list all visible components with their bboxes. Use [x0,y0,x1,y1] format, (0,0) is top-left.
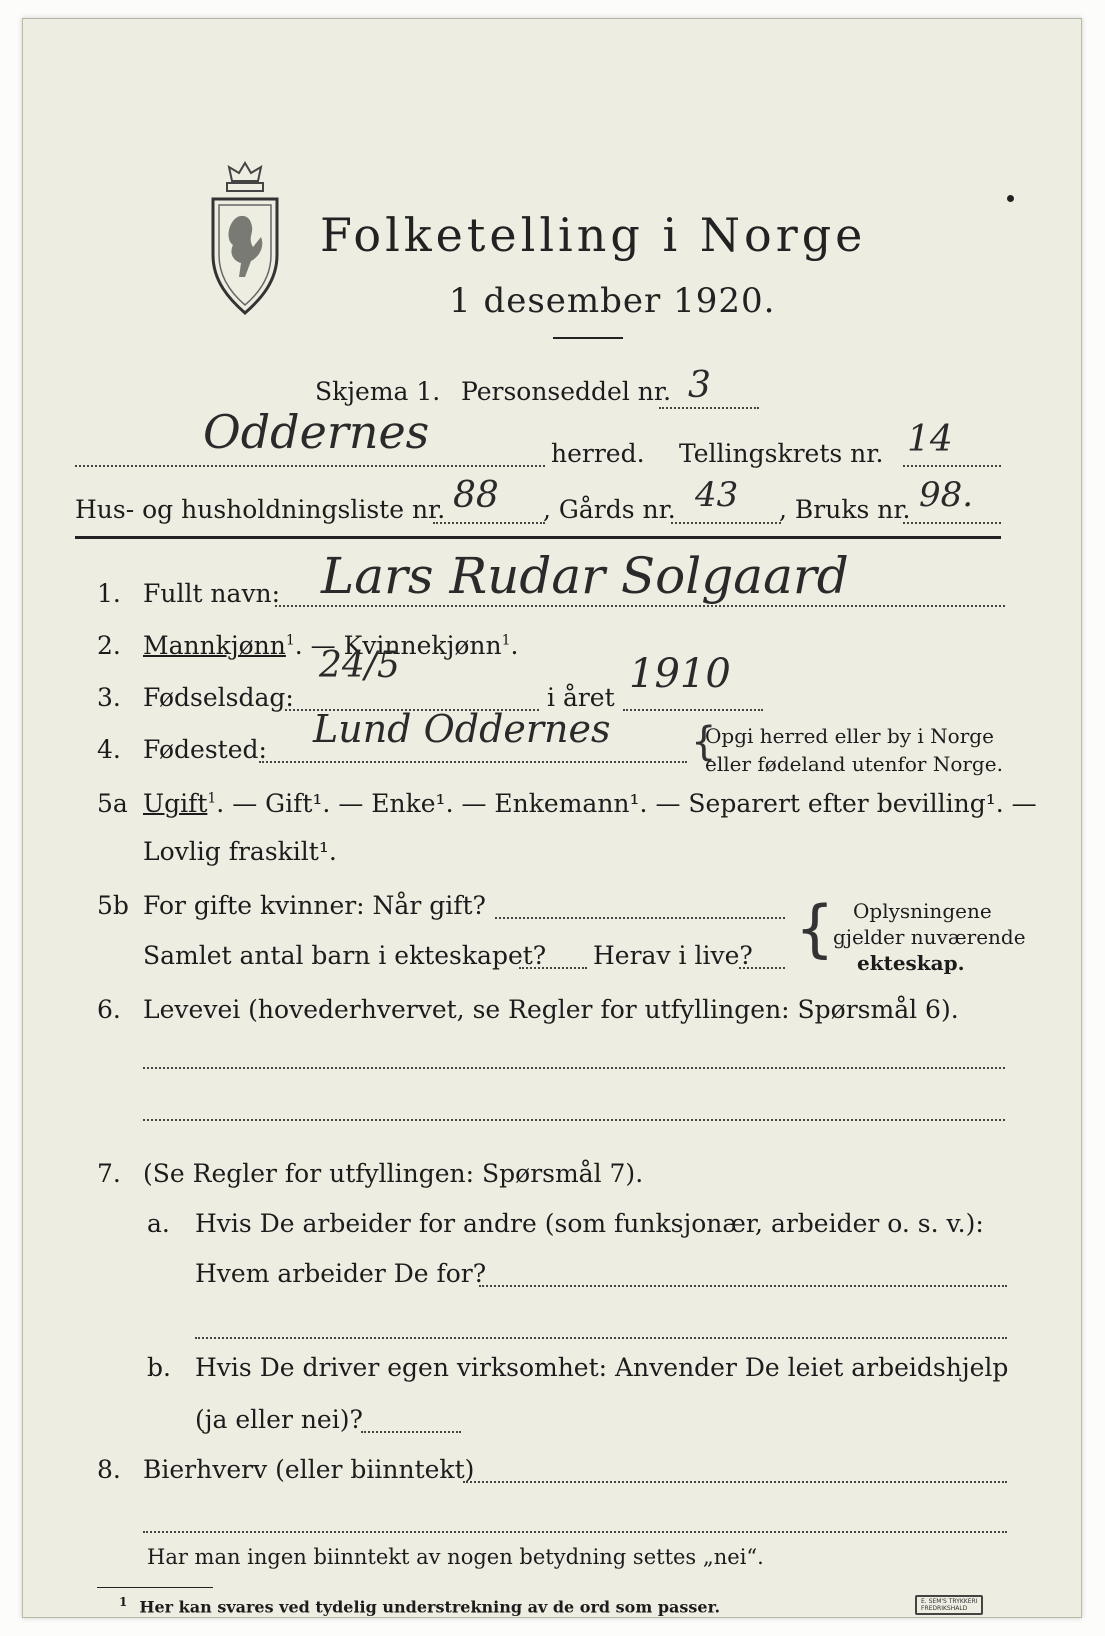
personseddel-label: Personseddel nr. [461,377,672,406]
q2-option-male: Mannkjønn [143,631,286,660]
q3-year-line [623,709,763,711]
tellingskrets-line [903,465,1001,467]
husholdningsliste-label: Hus- og husholdningsliste nr. [75,495,446,524]
q7b-letter: b. [147,1353,171,1382]
q7b-question: Hvis De driver egen virksomhet: Anvender De leiet arbeidshjelp [195,1353,1009,1382]
q6-number: 6. [97,995,121,1024]
q4-value: Lund Oddernes [313,707,611,751]
q3-number: 3. [97,683,121,712]
coat-of-arms-icon [199,159,291,319]
q5a-option-fraskilt: Lovlig fraskilt¹. [143,837,337,866]
q6-label: Levevei (hovederhvervet, se Regler for utfyllingen: Spørsmål 6). [143,995,959,1024]
footnote-underline [119,1595,720,1616]
q4-note-line2: eller fødeland utenfor Norge. [705,752,1003,776]
q7a-letter: a. [147,1209,170,1238]
q5b-number: 5b [97,891,129,920]
q5b-alive-line [739,967,785,969]
q5b-married-line [495,917,785,919]
tellingskrets-label: Tellingskrets nr. [679,439,884,468]
q5a-option-ugift: Ugift [143,789,208,818]
footnote-nei: Har man ingen biinntekt av nogen betydning settes „nei“. [147,1545,764,1569]
personseddel-value: 3 [688,365,711,406]
q3-year-value: 1910 [629,651,731,697]
q5b-alive-label: Herav i live? [593,941,753,970]
q5b-note-line1: Oplysningene [853,899,992,923]
q1-line [275,605,1005,607]
q7a-employer-label: Hvem arbeider De for? [195,1259,487,1288]
q6-line-2 [143,1119,1005,1121]
tellingskrets-value: 14 [907,419,953,460]
gards-label: , Gårds nr. [543,495,676,524]
q7-label: (Se Regler for utfyllingen: Spørsmål 7). [143,1159,644,1188]
footnote-marker: 1 [119,1595,128,1609]
ink-dot [1007,195,1014,202]
schema-label: Skjema 1. [315,377,441,406]
q5b-note-line3: ekteskap. [857,951,965,975]
herred-value: Oddernes [203,405,430,459]
title-divider [553,337,623,339]
q4-label: Fødested: [143,735,267,764]
printer-stamp-line1: E. SEM'S TRYKKERI [921,1598,978,1605]
q1-number: 1. [97,579,121,608]
bruks-line [903,522,1001,524]
q2-option-female: Kvinnekjønn [343,631,502,660]
q6-line-1 [143,1067,1005,1069]
q5a-other-options: . — Gift¹. — Enke¹. — Enkemann¹. — Separert efter bevilling¹. — [216,789,1037,818]
q8-line-2 [143,1531,1007,1533]
q2-number: 2. [97,631,121,660]
q7-number: 7. [97,1159,121,1188]
herred-label: herred. [551,439,645,468]
q7b-answer-line [361,1431,461,1433]
personseddel-line [659,407,759,409]
census-form [22,18,1082,1618]
q3-date-value: 24/5 [319,645,400,686]
q4-bracket: { [691,719,717,765]
q7a-line-2 [195,1337,1007,1339]
herred-line [75,465,545,467]
gards-value: 43 [695,475,739,515]
printer-stamp [915,1595,983,1615]
form-title: Folketelling i Norge [320,208,867,262]
hus-value: 88 [453,475,499,516]
hus-line [433,522,545,524]
footnote-rule [97,1587,213,1588]
q5a-number: 5a [97,789,128,818]
census-date: 1 desember 1920. [449,281,776,321]
q4-number: 4. [97,735,121,764]
q3-year-label: i året [547,683,615,712]
q4-note-line1: Opgi herred eller by i Norge [705,724,994,748]
q5a-options: Ugift$^1$. — Gift¹. — Enke¹. — Enkemann¹. — Separert efter bevilling¹. — [143,789,1037,818]
footnote-text: Her kan svares ved tydelig understrekning av de ord som passer. [139,1597,721,1617]
q7b-answer-label: (ja eller nei)? [195,1405,363,1434]
q5b-note-line2: gjelder nuværende [833,925,1026,949]
q5b-label: For gifte kvinner: Når gift? [143,891,486,920]
q1-value: Lars Rudar Solgaard [321,547,849,605]
q4-line [259,761,687,763]
header-rule [75,536,1001,539]
q1-label: Fullt navn: [143,579,281,608]
gards-line [671,522,781,524]
bruks-value: 98. [919,475,974,515]
q8-number: 8. [97,1455,121,1484]
q5b-children-label: Samlet antal barn i ekteskapet? [143,941,547,970]
printer-stamp-line2: FREDRIKSHALD [921,1605,968,1612]
q8-line-1 [463,1481,1007,1483]
q5b-bracket: { [795,892,835,965]
q2-options: Mannkjønn$^1$. — Kvinnekjønn$^1$. [143,631,519,660]
q5b-children-line [519,967,587,969]
q8-label: Bierhverv (eller biinntekt) [143,1455,475,1484]
q7a-employer-line [479,1285,1007,1287]
bruks-label: , Bruks nr. [779,495,911,524]
q3-label: Fødselsdag: [143,683,294,712]
q7a-question: Hvis De arbeider for andre (som funksjonær, arbeider o. s. v.): [195,1209,984,1238]
q2-separator: . — [294,631,344,660]
